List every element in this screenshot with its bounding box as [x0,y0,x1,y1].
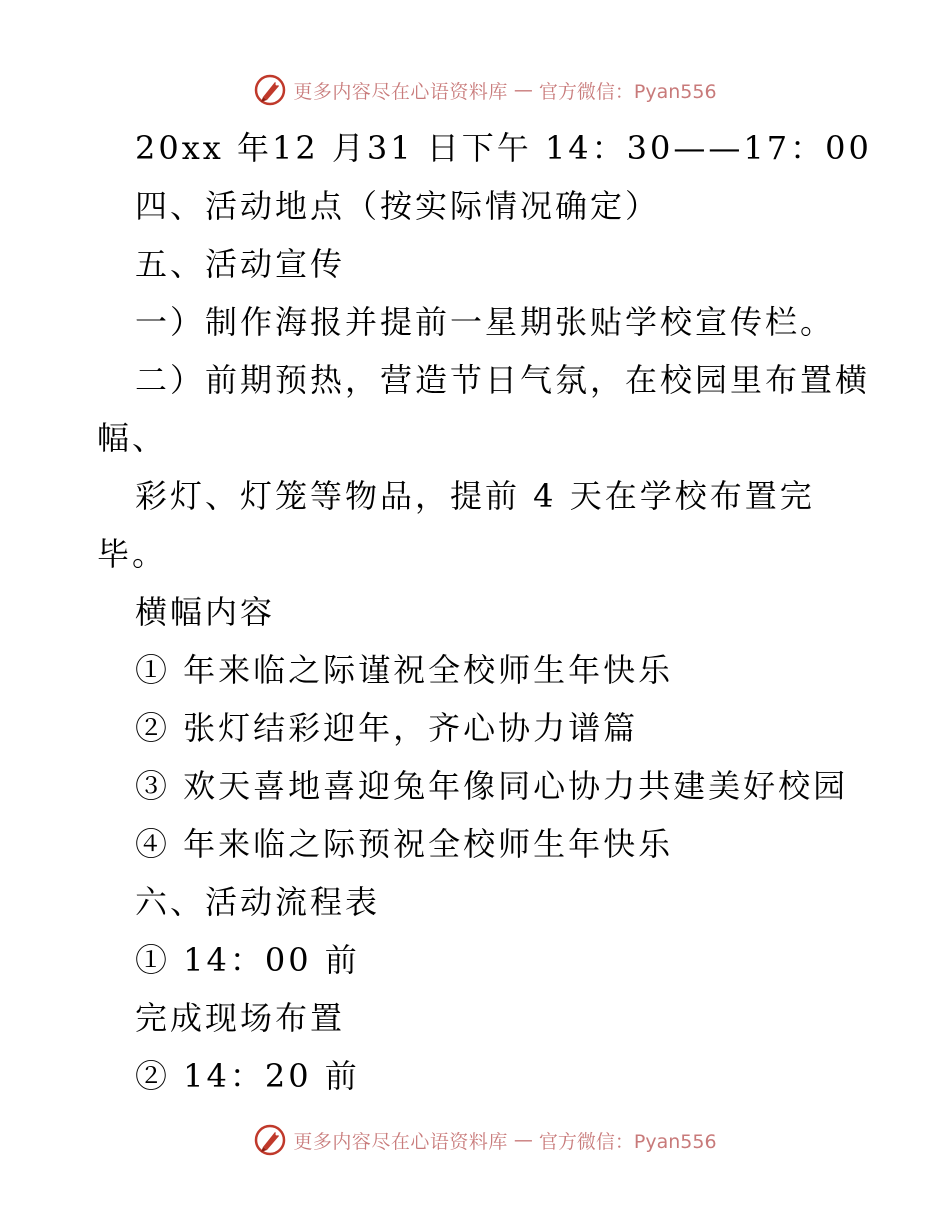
header-brand-text: 更多内容尽在心语资料库 [293,80,508,103]
body-line-preheat: 二）前期预热，营造节日气氛，在校园里布置横 [135,361,871,399]
body-line-banner-heading: 横幅内容 [135,593,276,631]
body-line-preheat-cont: 幅、 [97,419,168,457]
footer-banner [0,1120,950,1160]
body-line-schedule-1-task: 完成现场布置 [135,999,346,1037]
header-separator: — [513,79,533,101]
body-line-location: 四、活动地点（按实际情况确定） [135,187,661,225]
body-line-schedule-2: ② 14：20 前 [135,1057,360,1095]
body-line-banner-2: ② 张灯结彩迎年，齐心协力谱篇 [135,709,639,747]
pen-logo-icon [253,1123,287,1157]
body-line-lanterns-cont: 毕。 [97,535,168,573]
body-line-lanterns: 彩灯、灯笼等物品，提前 4 天在学校布置完 [135,477,815,515]
header-wechat-text: 官方微信：Pyan556 [538,80,717,103]
footer-wechat-text: 官方微信：Pyan556 [538,1130,717,1153]
body-line-banner-1: ① 年来临之际谨祝全校师生年快乐 [135,651,674,689]
body-line-schedule-1: ① 14：00 前 [135,941,360,979]
body-line-poster: 一）制作海报并提前一星期张贴学校宣传栏。 [135,303,836,341]
body-line-schedule-heading: 六、活动流程表 [135,883,381,921]
footer-separator: — [513,1129,533,1151]
body-line-promo-heading: 五、活动宣传 [135,245,346,283]
body-line-banner-4: ④ 年来临之际预祝全校师生年快乐 [135,825,674,863]
body-line-time: 20xx 年12 月31 日下午 14：30——17：00 [135,129,872,167]
footer-brand-text: 更多内容尽在心语资料库 [293,1130,508,1153]
body-line-banner-3: ③ 欢天喜地喜迎兔年像同心协力共建美好校园 [135,767,849,805]
header-banner [0,70,950,110]
pen-logo-icon [253,73,287,107]
